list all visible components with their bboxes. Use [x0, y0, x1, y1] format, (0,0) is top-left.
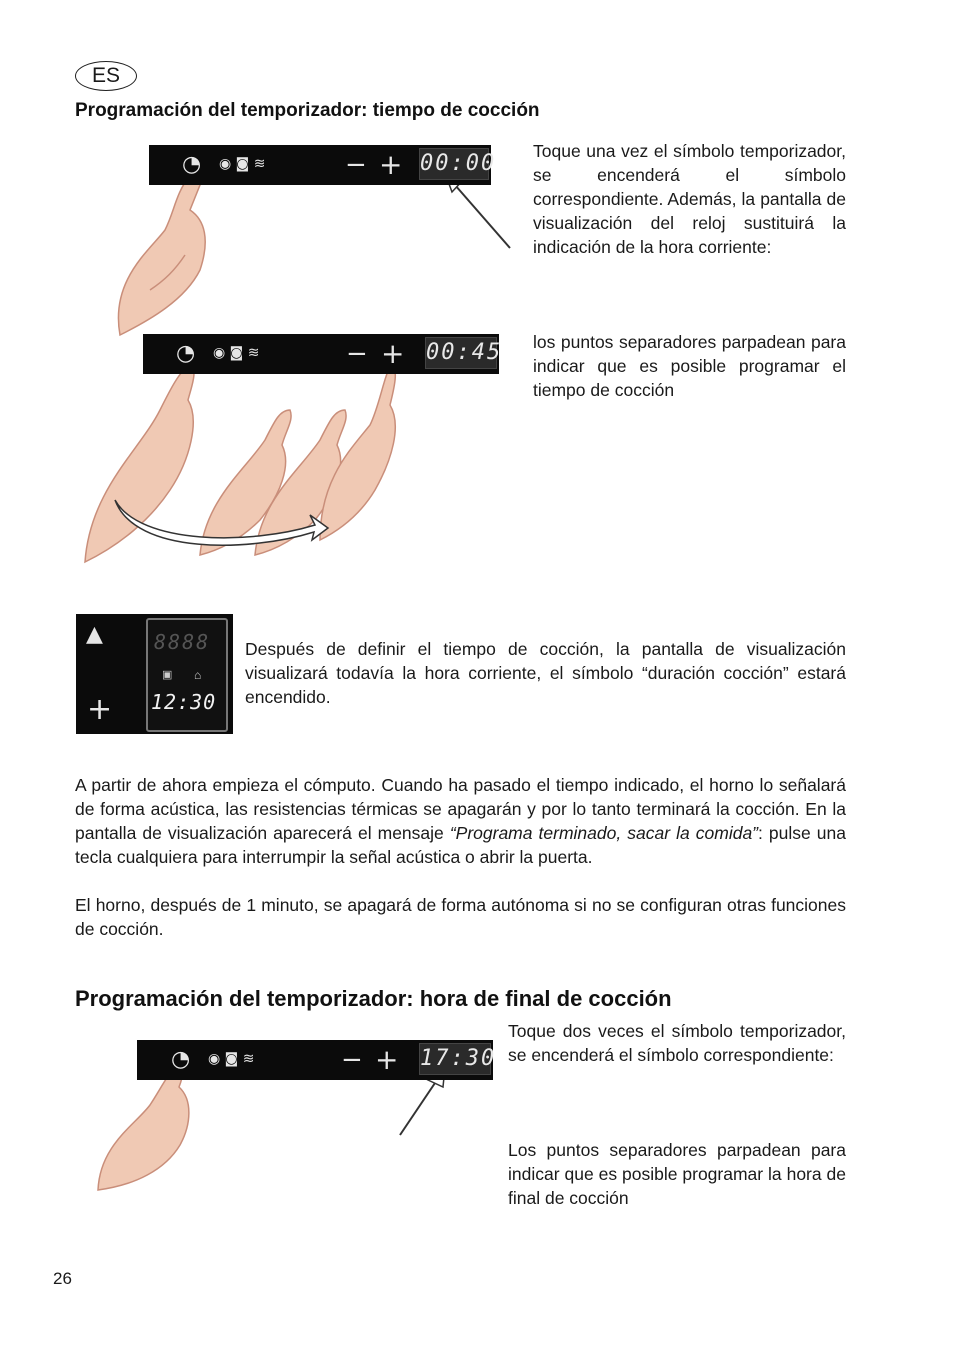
minus-button[interactable]: − [345, 150, 367, 180]
timer-icon[interactable]: ◔ [176, 341, 196, 366]
end-time-symbol-icon: ⌂ [194, 668, 202, 682]
illustration-end-time-step1 [95, 1035, 495, 1195]
duration-symbol-icon: ▣ [162, 669, 173, 681]
timer-icon[interactable]: ◔ [182, 152, 202, 177]
up-arrow-icon[interactable]: ▲ [86, 622, 103, 647]
display-closeup [76, 614, 233, 734]
illustration-timer-step1 [90, 140, 522, 340]
display-top-digits: 8888 [154, 630, 211, 654]
language-badge: ES [75, 61, 137, 91]
clock-display: 00:45 [425, 337, 497, 369]
step2-text: los puntos separadores parpadean para indicar que es posible programar el tiempo de cocción [533, 332, 846, 400]
function-icons[interactable]: ◉ ◙ ≋ [213, 345, 260, 361]
plus-button[interactable]: + [381, 337, 405, 370]
step1-text: Toque una vez el símbolo temporizador, se encenderá el símbolo correspondiente. Además, la pantalla de visualización del reloj sustituirá la indicación de la hora corriente: [533, 141, 846, 257]
end-step2-text: Los puntos separadores parpadean para indicar que es posible programar la hora de final de cocción [508, 1140, 846, 1208]
timer-icon[interactable]: ◔ [171, 1047, 191, 1072]
control-panel [137, 1040, 497, 1080]
section-title-cooking-time: Programación del temporizador: tiempo de cocción [75, 100, 540, 121]
display-frame [146, 618, 228, 732]
body-paragraph-1-end: : pulse una tecla cualquiera para interrumpir la señal acústica o abrir la puerta. [75, 823, 847, 867]
plus-button[interactable]: + [87, 692, 113, 727]
control-panel [143, 334, 503, 374]
body-paragraph-2: El horno, después de 1 minuto, se apagará de forma autónoma si no se configuran otras funciones de cocción. [75, 895, 846, 939]
body-paragraph-1-start: A partir de ahora empieza el cómputo. Cuando ha pasado el tiempo indicado, el horno lo señalará de forma acústica, las resistencias térmicas se apagarán y por lo tanto terminará la cocción. En la pantalla de visualización aparecerá el mensaje [75, 775, 846, 843]
body-paragraph-1 [75, 773, 846, 869]
clock-display: 17:30 [419, 1043, 491, 1075]
function-icons[interactable]: ◉ ◙ ≋ [208, 1051, 255, 1067]
display-bottom-digits: 12:30 [151, 690, 217, 714]
minus-button[interactable]: − [346, 339, 368, 369]
step3-text: Después de definir el tiempo de cocción, la pantalla de visualización visualizará todavía la hora corriente, el símbolo “duración cocción” estará encendido. [245, 639, 846, 707]
clock-display: 00:00 [419, 148, 489, 180]
end-step1-text: Toque dos veces el símbolo temporizador, se encenderá el símbolo correspondiente: [508, 1021, 846, 1065]
minus-button[interactable]: − [341, 1045, 363, 1075]
section-title-end-time: Programación del temporizador: hora de final de cocción [75, 986, 672, 1011]
control-panel [149, 145, 497, 185]
function-icons[interactable]: ◉ ◙ ≋ [219, 156, 266, 172]
page-number: 26 [53, 1269, 72, 1288]
plus-button[interactable]: + [379, 148, 403, 181]
plus-button[interactable]: + [375, 1043, 399, 1076]
end-message-quote: “Programa terminado, sacar la comida” [449, 823, 759, 843]
illustration-timer-step2 [80, 330, 510, 565]
